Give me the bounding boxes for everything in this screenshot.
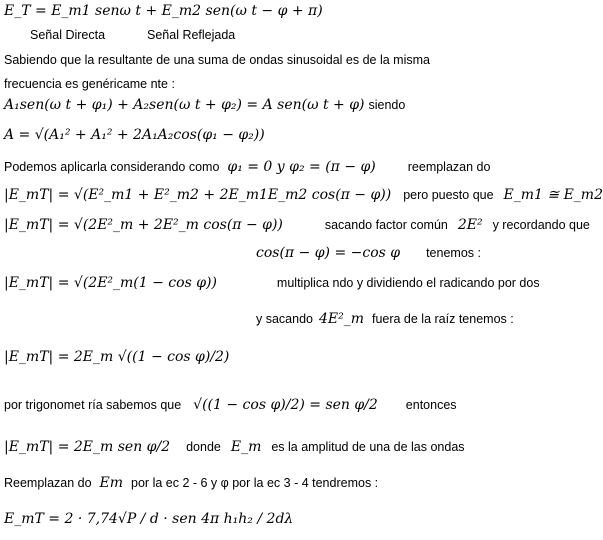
label-replacing-2: Reemplazan do — [4, 476, 92, 490]
equation-amplitude: A = √(A₁² + A₁² + 2A₁A₂cos(φ₁ − φ₂)) — [4, 127, 265, 143]
equation-sum-row — [4, 98, 405, 112]
label-but-since: pero puesto que — [403, 188, 494, 202]
row-emt-2 — [4, 218, 590, 232]
label-replacing: reemplazan do — [407, 160, 491, 174]
equation-emt-3: |E_mT| = √(2E²_m(1 − cos φ)) — [4, 275, 217, 291]
equation-text: E_T = E_m1 senω t + E_m2 sen(ω t − φ + π) — [4, 3, 323, 19]
equation-emt-4: |E_mT| = 2E_m √((1 − cos φ)/2) — [4, 349, 230, 365]
row-emt-1 — [4, 188, 603, 202]
label-we-have: tenemos : — [426, 246, 481, 260]
label-multiply: multiplica ndo y dividiendo el radicando por dos — [276, 276, 540, 290]
equation-em-2: Em — [99, 475, 124, 491]
row-trig — [4, 398, 457, 412]
equation-4em2: 4E²_m — [318, 311, 364, 327]
equation-sum: A₁sen(ω t + φ₁) + A₂sen(ω t + φ₂) = A sen(ω t + φ) — [4, 97, 365, 113]
equation-half-angle: √((1 − cos φ)/2) = sen φ/2 — [193, 397, 378, 413]
equation-final: E_mT = 2 · 7,74√P / d · sen 4π h₁h₂ / 2dλ — [4, 511, 294, 527]
label-equations: por la ec 2 - 6 y φ por la ec 3 - 4 tendremos : — [131, 476, 379, 490]
equation-em-equal: E_m1 ≅ E_m2 — [503, 187, 603, 203]
row-apply — [4, 160, 490, 174]
label-reflected-signal: Señal Reflejada — [147, 28, 236, 42]
label-direct-signal: Señal Directa — [30, 28, 106, 42]
equation-phases: φ₁ = 0 y φ₂ = (π − φ) — [227, 159, 376, 175]
equation-emt-final: |E_mT| = 2E_m sen φ/2 — [4, 439, 171, 455]
label-outside-root: fuera de la raíz tenemos : — [371, 312, 514, 326]
equation-emt-1: |E_mT| = √(E²_m1 + E²_m2 + 2E_m1E_m2 cos(π − φ)) — [4, 187, 392, 203]
row-cos-identity — [256, 246, 481, 260]
label-where: donde — [186, 440, 221, 454]
paragraph-intro: Sabiendo que la resultante de una suma de ondas sinusoidal es de la misma — [4, 53, 430, 67]
paragraph-intro-cont: frecuencia es genéricame nte : — [4, 77, 175, 91]
row-replace — [4, 476, 378, 490]
equation-emt-2: |E_mT| = √(2E²_m + 2E²_m cos(π − φ)) — [4, 217, 283, 233]
label-siendo: siendo — [368, 98, 406, 112]
equation-2e2: 2E² — [457, 217, 483, 233]
label-trig: por trigonomet ría sabemos que — [4, 398, 182, 412]
label-taking-out: y sacando — [256, 312, 313, 326]
label-then: entonces — [405, 398, 457, 412]
equation-resultant-field — [4, 4, 323, 18]
label-apply: Podemos aplicarla considerando como — [4, 160, 220, 174]
row-extract — [256, 312, 514, 326]
row-emt-final — [4, 440, 465, 454]
equation-em: E_m — [230, 439, 262, 455]
equation-cos-identity: cos(π − φ) = −cos φ — [256, 245, 401, 261]
label-factor: sacando factor común — [324, 218, 448, 232]
label-remembering: y recordando que — [492, 218, 590, 232]
label-amplitude: es la amplitud de una de las ondas — [271, 440, 465, 454]
row-emt-3 — [4, 276, 540, 290]
